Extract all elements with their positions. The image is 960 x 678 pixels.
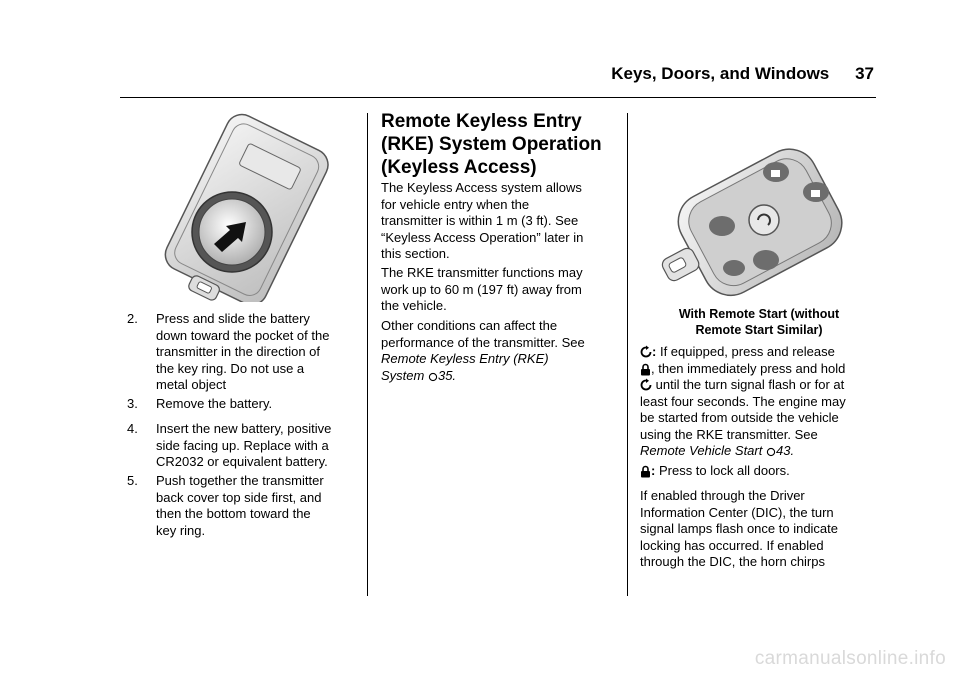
- key-fob-battery-illustration: [122, 112, 354, 302]
- remote-transmitter-illustration: [648, 140, 874, 308]
- paragraph-other-conditions: Other conditions can affect the performance of the transmitter. See Remote Keyless Entry (RKE) System 35.: [381, 318, 621, 384]
- step-4: 4. Insert the new battery, positive side facing up. Replace with a CR2032 or equivalent battery.: [127, 421, 332, 469]
- paragraph-lock: : Press to lock all doors.: [640, 463, 880, 480]
- reference-arrow-icon: [766, 446, 776, 458]
- reference-arrow-icon: [428, 371, 438, 383]
- column-divider-1: [367, 113, 368, 596]
- page-header: [0, 64, 874, 84]
- header-divider: [120, 97, 876, 98]
- remote-start-icon: [640, 345, 652, 359]
- lock-icon: [640, 465, 651, 478]
- page-ref-43[interactable]: 43.: [775, 443, 795, 458]
- page-ref-35[interactable]: 35.: [437, 367, 457, 383]
- section-heading: Remote Keyless Entry (RKE) System Operation (Keyless Access): [381, 111, 602, 178]
- rke-system-link[interactable]: System: [381, 367, 425, 383]
- lock-icon: [640, 363, 651, 376]
- paragraph-dic-lock-feedback: If enabled through the Driver Information Center (DIC), the turn signal lamps flash once to indicate locking has occurred. If enabled through the DIC, the horn chirps: [640, 488, 839, 569]
- step-2: 2. Press and slide the battery down toward the pocket of the transmitter in the direction of the key ring. Do not use a metal object: [127, 311, 330, 392]
- step-3: 3. Remove the battery.: [127, 396, 273, 411]
- column-divider-2: [627, 113, 628, 596]
- page-number: 37: [855, 64, 874, 83]
- paragraph-remote-start: : If equipped, press and release , then immediately press and hold until the turn signal flash or for at least four seconds. The engine may be started from outside the vehicle using the RKE transmitter. See Remote Vehicle Start 43.: [640, 344, 846, 458]
- watermark: carmanualsonline.info: [754, 648, 946, 669]
- figure-caption: With Remote Start (without Remote Start Similar): [678, 307, 840, 337]
- remote-vehicle-start-link[interactable]: Remote Vehicle Start: [640, 443, 763, 458]
- step-5: 5. Push together the transmitter back cover top side first, and then the bottom toward the key ring.: [127, 473, 324, 538]
- paragraph-keyless-access: The Keyless Access system allows for vehicle entry when the transmitter is within 1 m (3 ft). See “Keyless Access Operation” later in this section.: [381, 180, 584, 261]
- rke-link[interactable]: Remote Keyless Entry (RKE): [381, 351, 549, 366]
- paragraph-rke-range: The RKE transmitter functions may work up to 60 m (197 ft) away from the vehicle.: [381, 265, 583, 313]
- remote-start-icon: [640, 378, 652, 392]
- section-title: Keys, Doors, and Windows: [611, 64, 830, 83]
